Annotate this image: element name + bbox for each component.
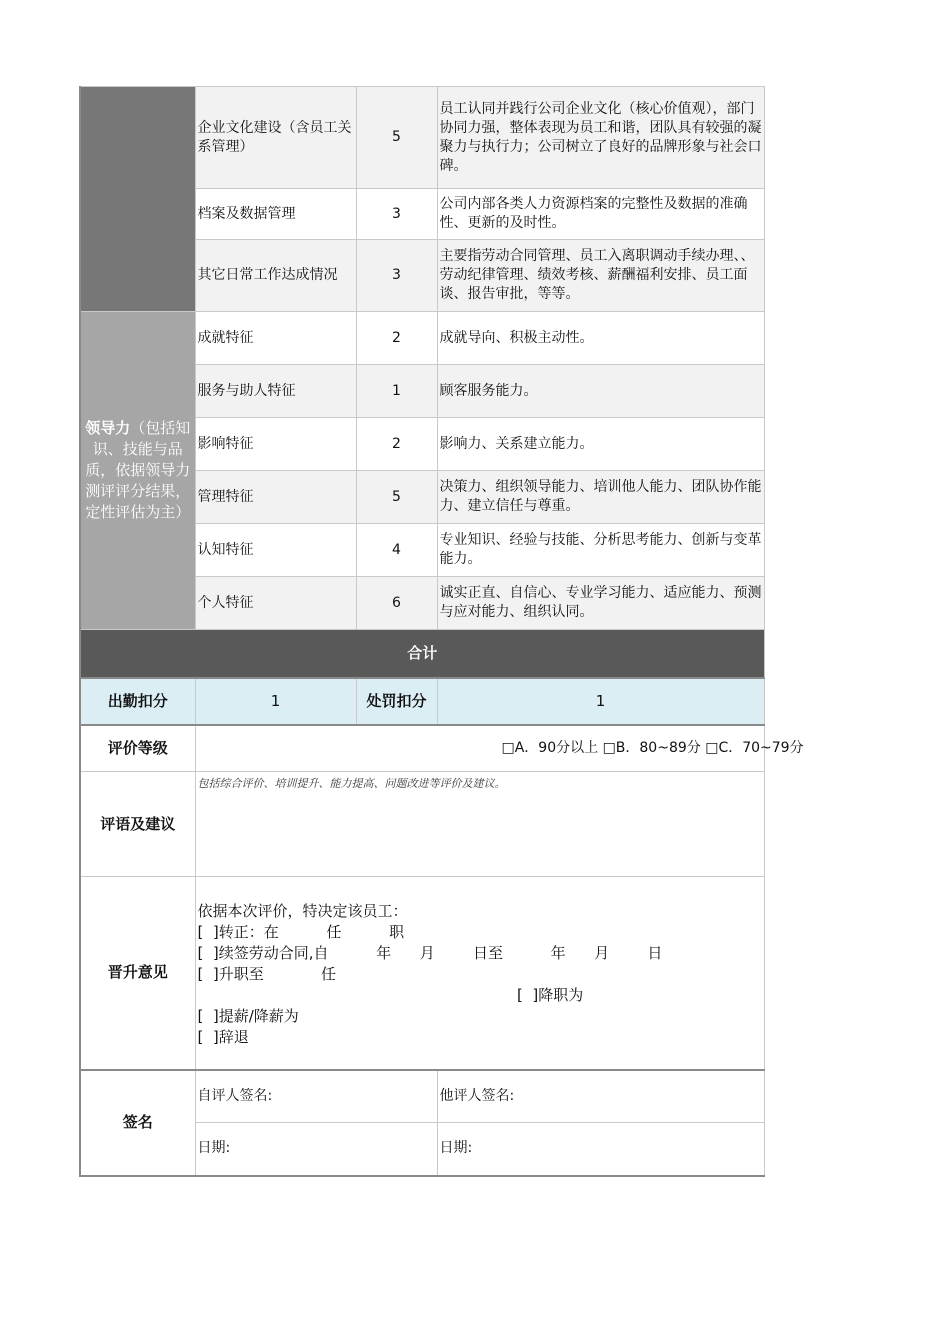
comments-label: 评语及建议 — [80, 772, 195, 877]
total-label: 合计 — [80, 630, 764, 678]
item-influence: 影响特征 — [195, 418, 356, 471]
item-culture: 企业文化建设（含员工关系管理） — [195, 87, 356, 189]
promotion-option-dismiss[interactable]: [ ]辞退 — [197, 1028, 249, 1046]
promotion-option-demote[interactable]: [ ]降职为 — [197, 986, 584, 1004]
item-cognition: 认知特征 — [195, 524, 356, 577]
self-sign-field[interactable]: 自评人签名: — [195, 1070, 437, 1123]
grade-options[interactable] — [195, 725, 804, 772]
desc-personal: 诚实正直、自信心、专业学习能力、适应能力、预测与应对能力、组织认同。 — [437, 577, 764, 630]
score-personal: 6 — [356, 577, 437, 630]
evaluation-table — [79, 86, 804, 1177]
evaluation-sheet — [79, 86, 804, 1177]
score-cognition: 4 — [356, 524, 437, 577]
signature-label: 签名 — [80, 1070, 195, 1176]
score-achievement: 2 — [356, 312, 437, 365]
score-archive: 3 — [356, 189, 437, 240]
category-cell-hr — [80, 87, 195, 312]
attendance-row — [80, 678, 764, 725]
grade-row — [80, 725, 764, 772]
penalty-value[interactable]: 1 — [437, 678, 764, 725]
promotion-field[interactable] — [195, 877, 764, 1070]
score-influence: 2 — [356, 418, 437, 471]
promotion-option-renew[interactable]: [ ]续签劳动合同,自 年 月 日至 年 月 日 — [197, 944, 663, 962]
grade-options-text[interactable]: □A．90分以上 □B．80~89分 □C．70~79分 — [501, 739, 804, 756]
desc-daily: 主要指劳动合同管理、员工入离职调动手续办理、、劳动纪律管理、绩效考核、薪酬福利安排、员工面谈、报告审批，等等。 — [437, 240, 764, 312]
comments-field[interactable]: 包括综合评价、培训提升、能力提高、问题改进等评价及建议。 — [195, 772, 764, 877]
promotion-line-intro: 依据本次评价，特决定该员工： — [197, 902, 408, 920]
item-daily: 其它日常工作达成情况 — [195, 240, 356, 312]
promotion-option-salary[interactable]: [ ]提薪/降薪为 — [197, 1007, 299, 1025]
attendance-value[interactable]: 1 — [195, 678, 356, 725]
promotion-label: 晋升意见 — [80, 877, 195, 1070]
score-culture: 5 — [356, 87, 437, 189]
penalty-label: 处罚扣分 — [356, 678, 437, 725]
comments-row — [80, 772, 764, 877]
attendance-label: 出勤扣分 — [80, 678, 195, 725]
desc-achievement: 成就导向、积极主动性。 — [437, 312, 764, 365]
desc-service: 顾客服务能力。 — [437, 365, 764, 418]
leadership-title: 领导力 — [85, 419, 131, 437]
category-cell-leadership — [80, 312, 195, 630]
grade-label: 评价等级 — [80, 725, 195, 772]
score-service: 1 — [356, 365, 437, 418]
score-daily: 3 — [356, 240, 437, 312]
desc-influence: 影响力、关系建立能力。 — [437, 418, 764, 471]
desc-cognition: 专业知识、经验与技能、分析思考能力、创新与变革能力。 — [437, 524, 764, 577]
promotion-option-promote[interactable]: [ ]升职至 任 — [197, 965, 336, 983]
leadership-note: （包括知识、技能与品质，依据领导力测评评分结果，定性评估为主） — [85, 419, 191, 521]
desc-archive: 公司内部各类人力资源档案的完整性及数据的准确性、更新的及时性。 — [437, 189, 764, 240]
table-row — [80, 312, 764, 365]
other-sign-field[interactable]: 他评人签名: — [437, 1070, 764, 1123]
item-personal: 个人特征 — [195, 577, 356, 630]
promotion-row — [80, 877, 764, 1070]
score-management: 5 — [356, 471, 437, 524]
promotion-option-confirm[interactable]: [ ]转正：在 任 职 — [197, 923, 405, 941]
signature-row — [80, 1070, 764, 1123]
other-date-field[interactable]: 日期: — [437, 1123, 764, 1176]
item-achievement: 成就特征 — [195, 312, 356, 365]
item-archive: 档案及数据管理 — [195, 189, 356, 240]
table-row — [80, 87, 764, 189]
total-row — [80, 630, 764, 678]
self-date-field[interactable]: 日期: — [195, 1123, 437, 1176]
desc-management: 决策力、组织领导能力、培训他人能力、团队协作能力、建立信任与尊重。 — [437, 471, 764, 524]
desc-culture: 员工认同并践行公司企业文化（核心价值观），部门协同力强，整体表现为员工和谐，团队具有较强的凝聚力与执行力；公司树立了良好的品牌形象与社会口碑。 — [437, 87, 764, 189]
item-service: 服务与助人特征 — [195, 365, 356, 418]
item-management: 管理特征 — [195, 471, 356, 524]
